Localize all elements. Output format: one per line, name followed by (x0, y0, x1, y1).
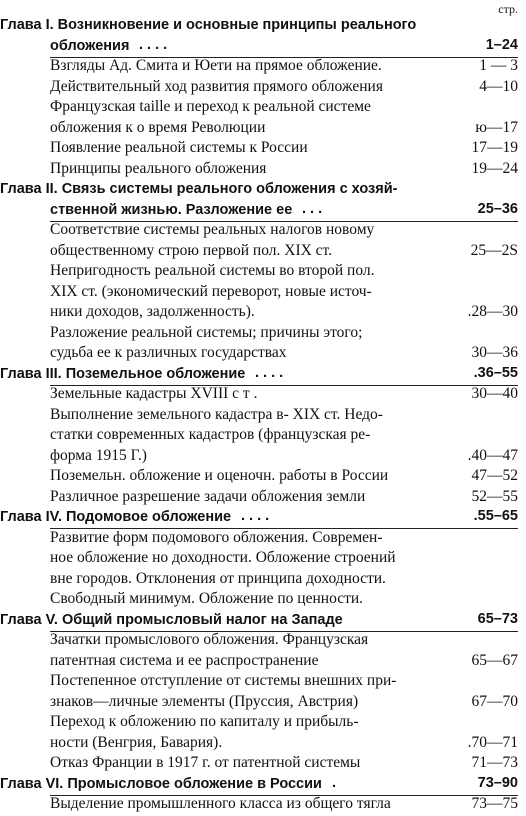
toc-entry (0, 160, 518, 181)
toc-leader-dots: . (332, 774, 337, 791)
toc-entry-text: Постепенное отступление от системы внешних при- (50, 672, 397, 689)
toc-entry (0, 590, 518, 611)
toc-entry (0, 488, 518, 509)
toc-entry-text: обложения к о время Революции (50, 118, 266, 136)
toc-entry-text: Отказ Франции в 1917 г. от патентной системы (50, 754, 361, 771)
toc-entry (0, 119, 518, 140)
toc-entry-text: статки современных кадастров (французская ре- (50, 426, 371, 443)
toc-page-range: 71—73 (471, 754, 518, 771)
toc-chapter-heading (0, 180, 518, 201)
toc-leader-dots: . . . . (255, 364, 284, 381)
toc-entry-text: Глава II. Связь системы реального обложения с хозяй- (0, 181, 398, 197)
toc-page-range: 65—67 (471, 651, 518, 669)
toc-chapter-heading (0, 37, 518, 58)
toc-entry (0, 447, 518, 468)
toc-entry (0, 98, 518, 119)
toc-entry (0, 529, 518, 550)
toc-entry-text: вне городов. Отклонения от принципа доходности. (50, 569, 386, 587)
toc-entry-text: Глава I. Возникновение и основные принципы реального (0, 17, 417, 33)
toc-entry-text: Переход к обложению по капиталу и прибыль- (50, 713, 359, 730)
toc-entry (0, 693, 518, 714)
toc-page-range: ю—17 (475, 118, 518, 136)
toc-page-range: 30—36 (471, 344, 518, 361)
toc-entry-text: Глава IV. Подомовое обложение (0, 509, 232, 525)
toc-chapter-heading (0, 775, 518, 796)
page-column-header: стр. (498, 2, 518, 16)
toc-page-range: .36–55 (473, 364, 518, 381)
toc-page-range: 19—24 (471, 159, 518, 177)
toc-entry-text: судьба ее к различных государствах (50, 344, 287, 361)
toc-entry (0, 57, 518, 78)
toc-entry-text: Глава V. Общий промысловый налог на Западе (0, 611, 343, 628)
toc-entry-text: Разложение реальной системы; причины этого; (50, 323, 363, 341)
toc-entry (0, 242, 518, 263)
toc-chapter-heading (0, 508, 518, 529)
toc-entry (0, 467, 518, 488)
toc-leader-dots: . . . . (139, 36, 168, 53)
toc-entry-text: Принципы реального обложения (50, 159, 267, 177)
toc-entry-text: Французская taille и переход к реальной системе (50, 98, 371, 115)
toc-entry-text: Выделение промышленного класса из общего тягла (50, 795, 391, 812)
toc-chapter-heading (0, 611, 518, 632)
toc-entry-text: Взгляды Ад. Смита и Юети на прямое обложение. (50, 57, 382, 74)
toc-entry-text: Земельные кадастры XVIII с т . (50, 385, 258, 402)
toc-entry (0, 139, 518, 160)
toc-entry (0, 652, 518, 673)
toc-page-range: 73—75 (471, 795, 518, 812)
toc-entry (0, 324, 518, 345)
toc-entry-text: Глава VI. Промысловое обложение в России (0, 775, 322, 792)
toc-page-range: .55–65 (473, 508, 518, 524)
toc-page-range: 47—52 (471, 467, 518, 484)
toc-entry-text: Зачатки промыслового обложения. Французская (50, 631, 369, 648)
toc-entry (0, 262, 518, 283)
toc-entry (0, 426, 518, 447)
toc-entry-text: знаков—личные элементы (Пруссия, Австрия) (50, 692, 359, 710)
toc-entry (0, 78, 518, 99)
toc-entry (0, 344, 518, 365)
toc-page-range: 4—10 (479, 77, 518, 95)
toc-entry (0, 570, 518, 591)
toc-page-range: .28—30 (467, 303, 518, 320)
toc-chapter-heading (0, 201, 518, 222)
toc-page-range: 17—19 (471, 139, 518, 156)
toc-entry (0, 734, 518, 755)
toc-page-range: 1 — 3 (479, 57, 518, 74)
toc-page-range: 1–24 (485, 36, 518, 53)
toc-entry-text: Появление реальной системы к России (50, 139, 308, 156)
toc-page-range: 67—70 (471, 692, 518, 710)
toc-page-range: .70—71 (467, 733, 518, 751)
toc-leader-dots: . . . . (241, 508, 270, 524)
toc-page-range: 52—55 (471, 487, 518, 505)
toc-page-range: .40—47 (467, 446, 518, 464)
toc-entry-text: патентная система и ее распространение (50, 651, 319, 669)
toc-entry-text: Действительный ход развития прямого обложения (50, 77, 383, 95)
toc-entry (0, 631, 518, 652)
toc-entry-text: ственной жизнью. Разложение ее (50, 201, 293, 218)
toc-entry-text: ности (Венгрия, Бавария). (50, 733, 223, 751)
toc-entry-text: Глава III. Поземельное обложение (0, 365, 246, 382)
toc-entry (0, 283, 518, 304)
toc-entry (0, 713, 518, 734)
toc-entry (0, 795, 518, 816)
toc-entry-text: форма 1915 Г.) (50, 446, 147, 464)
toc-entry (0, 672, 518, 693)
toc-page-range: 73–90 (477, 774, 518, 791)
toc-entry-text: Соответствие системы реальных налогов новому (50, 221, 375, 238)
toc-entry-text: Непригодность реальной системы во второй пол. (50, 262, 375, 279)
toc-entry-text: Различное разрешение задачи обложения земли (50, 487, 366, 505)
toc-entry (0, 303, 518, 324)
toc-entry (0, 385, 518, 406)
toc-page-range: 65–73 (477, 610, 518, 627)
toc-leader-dots: . . . (302, 200, 323, 217)
toc-entry (0, 221, 518, 242)
toc-entry-text: Выполнение земельного кадастра в- XIX ст. Недо- (50, 405, 383, 423)
toc-chapter-heading (0, 365, 518, 386)
toc-entry-text: XIX ст. (экономический переворот, новые источ- (50, 282, 372, 300)
toc-page-range: 30—40 (471, 385, 518, 402)
toc-chapter-heading (0, 16, 518, 37)
toc-page-range: 25—2S (470, 241, 518, 259)
toc-entry-text: ники доходов, задолженность). (50, 303, 255, 320)
toc-entry-text: обложения (50, 37, 130, 54)
toc-entry-text: Свободный минимум. Обложение по ценности. (50, 590, 364, 607)
toc-entry (0, 406, 518, 427)
toc-entry-text: ное обложение но доходности. Обложение строений (50, 549, 396, 566)
toc-entry-text: Развитие форм подомового обложения. Современ- (50, 528, 383, 546)
toc-entry (0, 549, 518, 570)
toc-page-range: 25–36 (477, 200, 518, 217)
toc-entry-text: общественному строю первой пол. XIX ст. (50, 241, 333, 259)
toc-entry-text: Поземельн. обложение и оценочн. работы в России (50, 467, 389, 484)
toc-entry (0, 754, 518, 775)
